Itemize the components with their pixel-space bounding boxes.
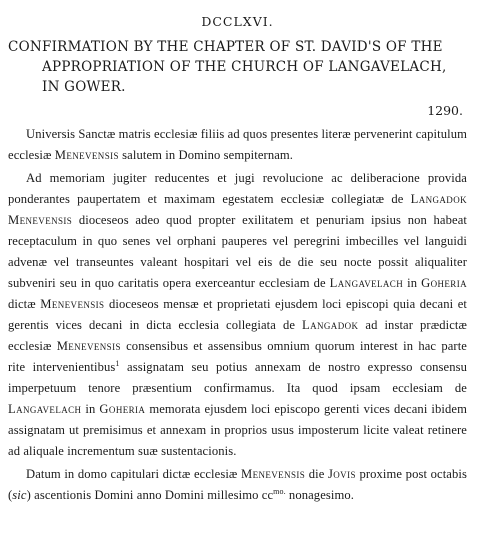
text-run: nonagesimo. [285, 488, 355, 502]
charter-year: 1290. [427, 103, 463, 118]
text-run: assignatam seu potius annexam de nostro expresso consensu imperpetuum tenore præsentium confirmamus. Ita quod ipsam ecclesiam de [8, 360, 467, 395]
text-run: dioceseos mensæ et proprietati ejusdem loci episcopi quia decani et gerentis vices decani in dicta ecclesia collegiata de [8, 297, 467, 332]
place-name: Menevensis [240, 467, 306, 481]
text-run: Ad memoriam jugiter reducentes et jugi revolucione ac deliberacione provida ponderantes paupertatem et maximam egestatem ecclesiæ collegiatæ de [8, 171, 467, 206]
text-run: consensibus et assensibus omnium quorum interest in hac parte rite intervenientibus [8, 339, 467, 374]
day-name: Jovis [327, 467, 356, 481]
text-run: proxime post octabis ( [8, 467, 467, 502]
footnote-marker: 1 [115, 358, 120, 368]
place-name: Menevensis [8, 213, 73, 227]
text-run: dioceseos adeo quod propter exilitatem et penuriam ipsius non habeat receptaculum in quo senes vel orphani pauperes vel peregrini imbecilles vel languidi advenæ vel transeuntes valeant hospitari vel eis de die seu nocte possit aliqualiter subveniri seu in quo caritatis opera exerceantur ecclesiam de [8, 213, 467, 290]
place-name: Goheria [421, 276, 467, 290]
text-run: dictæ [8, 297, 41, 311]
place-name: Langadok [302, 318, 359, 332]
text-run: in [81, 402, 100, 416]
text-run: ) ascentionis Domini anno Domini millesimo cc [26, 488, 274, 502]
place-name: Goheria [99, 402, 146, 416]
charter-number: DCCLXVI. [201, 14, 274, 29]
place-name: Menevensis [54, 148, 119, 162]
paragraph-dating-clause [8, 464, 467, 506]
place-name: Menevensis [40, 297, 105, 311]
text-run: in [403, 276, 422, 290]
place-name: Langavelach [329, 276, 404, 290]
place-name: Langadok [410, 192, 467, 206]
place-name: Langavelach [8, 402, 82, 416]
charter-title: CONFIRMATION BY THE CHAPTER OF ST. DAVID'S OF THE APPROPRIATION OF THE CHURCH OF LANGAVELACH, IN GOWER. [8, 39, 447, 95]
paragraph-body [8, 168, 467, 462]
place-name: Menevensis [56, 339, 121, 353]
text-run: Universis Sanctæ matris ecclesiæ filiis ad quos presentes literæ pervenerint capitulum ecclesiæ [8, 127, 467, 162]
text-run: ad instar prædictæ ecclesiæ [8, 318, 467, 353]
text-run: Datum in domo capitulari dictæ ecclesiæ [26, 467, 241, 481]
text-run: die [305, 467, 328, 481]
sic-note: sic [12, 488, 27, 502]
text-run: salutem in Domino sempiternam. [118, 148, 294, 162]
superscript-abbrev: mo. [273, 486, 286, 496]
text-run: memorata ejusdem loci episcopo gerenti vices decani ibidem assignatam ut premisimus et annexam in proprios usus imposterum licite valeat retinere ad aliquale incrementum suæ sustentacionis. [8, 402, 467, 458]
paragraph-salutation [8, 124, 467, 166]
